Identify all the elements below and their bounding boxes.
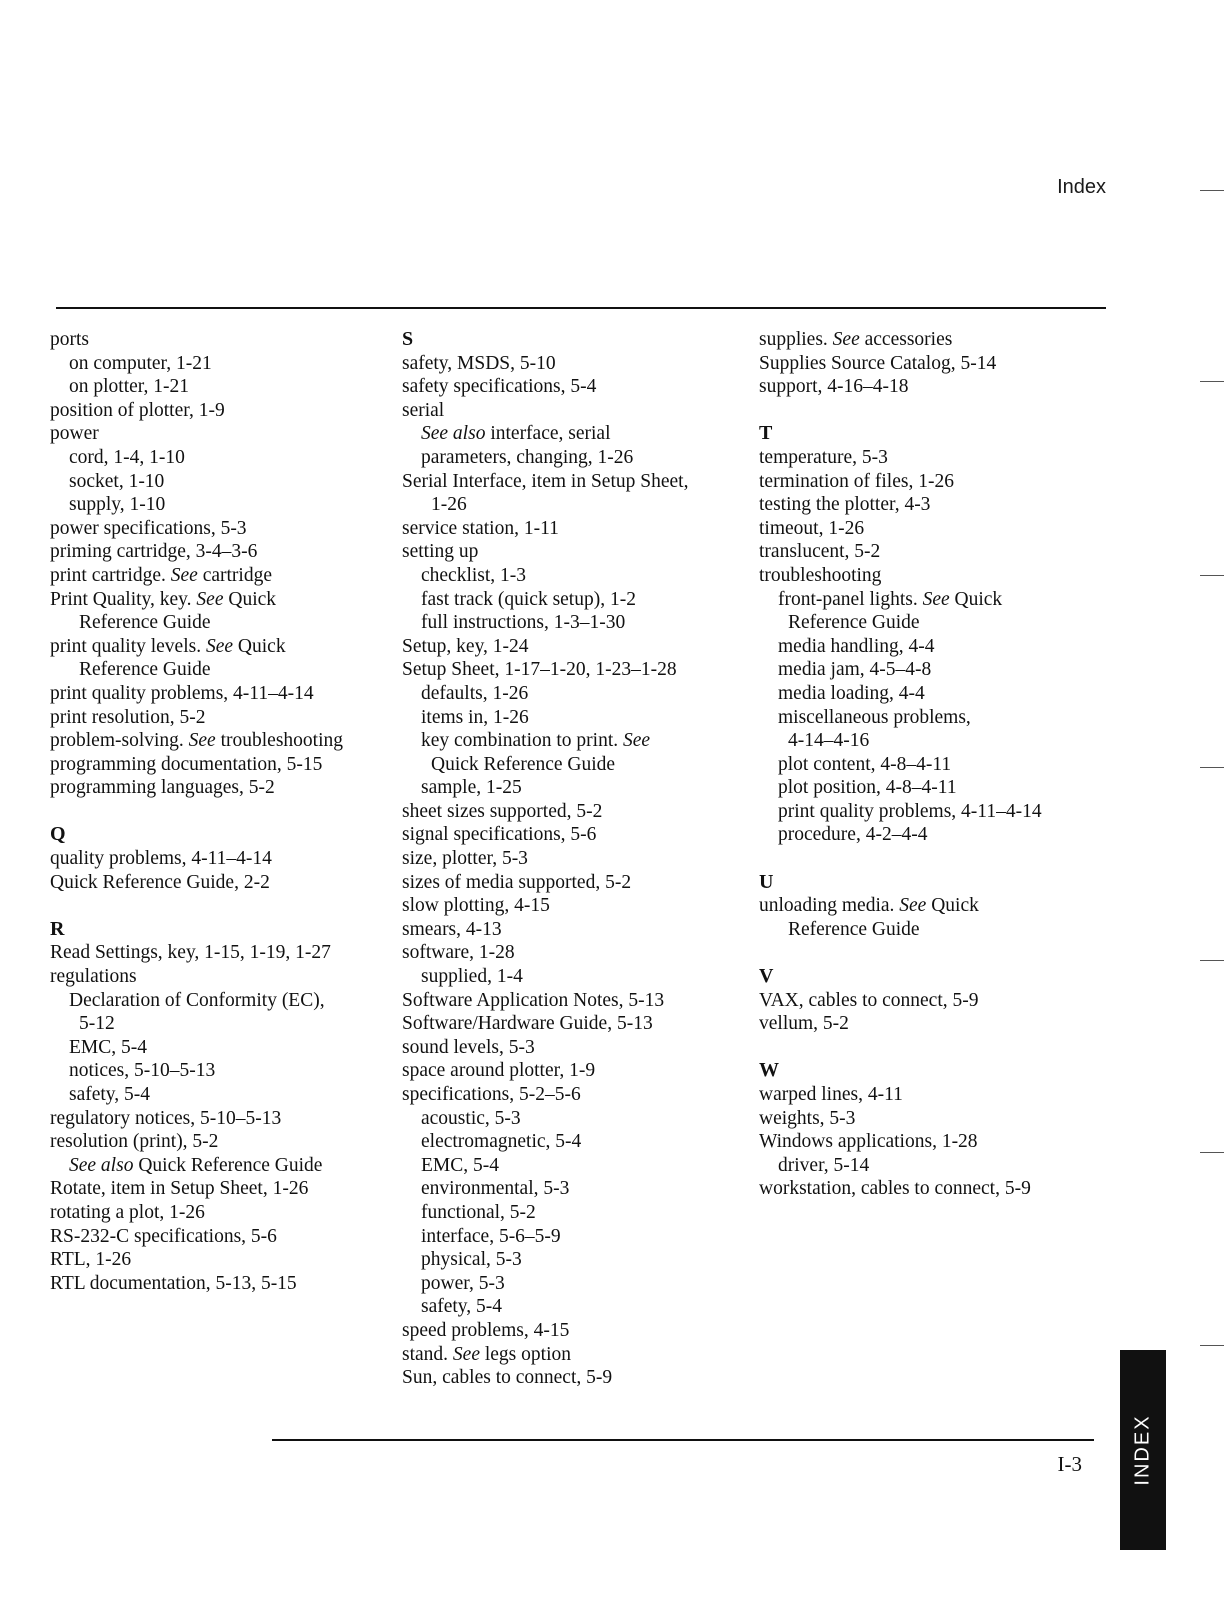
entry-text: Reference Guide bbox=[79, 612, 211, 634]
entry-text: cartridge bbox=[197, 564, 272, 586]
section-letter-heading bbox=[759, 1059, 1099, 1083]
entry-text: sizes of media supported, 5-2 bbox=[402, 871, 632, 893]
index-subentry bbox=[402, 1177, 742, 1201]
index-subentry bbox=[402, 729, 742, 753]
index-subentry bbox=[402, 1107, 742, 1131]
index-entry bbox=[402, 823, 742, 847]
entry-text: rotating a plot, 1-26 bbox=[50, 1201, 205, 1223]
entry-text: Rotate, item in Setup Sheet, 1-26 bbox=[50, 1178, 309, 1200]
entry-text: supply, 1-10 bbox=[69, 494, 166, 516]
index-subentry bbox=[402, 1130, 742, 1154]
entry-text: power, 5-3 bbox=[421, 1272, 505, 1294]
entry-text: miscellaneous problems, bbox=[778, 706, 971, 728]
entry-text: support, 4-16–4-18 bbox=[759, 376, 909, 398]
entry-text: Quick Reference Guide, 2-2 bbox=[50, 871, 270, 893]
entry-text: resolution (print), 5-2 bbox=[50, 1131, 219, 1153]
section-spacer bbox=[50, 894, 390, 918]
entry-text: slow plotting, 4-15 bbox=[402, 895, 550, 917]
index-entry bbox=[759, 1107, 1099, 1131]
index-entry bbox=[50, 1225, 390, 1249]
margin-tick bbox=[1200, 767, 1224, 768]
index-entry bbox=[402, 540, 742, 564]
entry-text: interface, serial bbox=[485, 423, 611, 445]
index-entry bbox=[50, 1201, 390, 1225]
entry-text: EMC, 5-4 bbox=[69, 1036, 147, 1058]
entry-text: items in, 1-26 bbox=[421, 706, 529, 728]
index-entry-continuation bbox=[759, 611, 1099, 635]
entry-text: troubleshooting bbox=[759, 564, 882, 586]
bottom-divider bbox=[272, 1439, 1094, 1441]
entry-text: problem-solving. bbox=[50, 730, 189, 752]
index-entry bbox=[402, 658, 742, 682]
index-entry bbox=[759, 328, 1099, 352]
entry-text: Reference Guide bbox=[788, 918, 920, 940]
index-entry bbox=[50, 706, 390, 730]
cross-reference-term: See bbox=[170, 564, 198, 586]
section-letter-heading bbox=[50, 918, 390, 942]
margin-tick bbox=[1200, 190, 1224, 191]
index-subentry bbox=[759, 753, 1099, 777]
index-subentry bbox=[50, 352, 390, 376]
entry-text: Quick bbox=[949, 588, 1003, 610]
index-subentry bbox=[50, 1154, 390, 1178]
index-entry bbox=[50, 422, 390, 446]
index-entry bbox=[402, 871, 742, 895]
entry-text: Reference Guide bbox=[79, 659, 211, 681]
index-entry bbox=[402, 470, 742, 494]
index-entry bbox=[50, 729, 390, 753]
running-header-title: Index bbox=[1057, 176, 1106, 198]
entry-text: Windows applications, 1-28 bbox=[759, 1131, 978, 1153]
entry-text: 4-14–4-16 bbox=[788, 730, 870, 752]
index-entry bbox=[402, 989, 742, 1013]
index-column-2 bbox=[402, 328, 742, 1390]
index-entry bbox=[759, 493, 1099, 517]
side-tab-label: INDEX bbox=[1131, 1414, 1154, 1486]
index-entry bbox=[759, 470, 1099, 494]
top-divider bbox=[56, 307, 1106, 309]
entry-text: on plotter, 1-21 bbox=[69, 376, 189, 398]
entry-text: supplied, 1-4 bbox=[421, 966, 523, 988]
index-subentry bbox=[402, 1154, 742, 1178]
index-entry bbox=[50, 1248, 390, 1272]
entry-text: vellum, 5-2 bbox=[759, 1013, 849, 1035]
entry-text: defaults, 1-26 bbox=[421, 682, 529, 704]
entry-text: 5-12 bbox=[79, 1013, 115, 1035]
index-entry bbox=[759, 989, 1099, 1013]
margin-tick bbox=[1200, 381, 1224, 382]
entry-text: fast track (quick setup), 1-2 bbox=[421, 588, 636, 610]
cross-reference-term: See bbox=[899, 895, 927, 917]
index-entry bbox=[759, 352, 1099, 376]
entry-text: safety, 5-4 bbox=[69, 1084, 151, 1105]
entry-text: front-panel lights. bbox=[778, 588, 923, 610]
margin-tick bbox=[1200, 960, 1224, 961]
entry-text: Setup Sheet, 1-17–1-20, 1-23–1-28 bbox=[402, 659, 677, 681]
index-subentry bbox=[402, 706, 742, 730]
entry-text: Software Application Notes, 5-13 bbox=[402, 989, 665, 1011]
index-entry bbox=[402, 1083, 742, 1107]
entry-text: Setup, key, 1-24 bbox=[402, 635, 529, 657]
cross-reference-term: See bbox=[205, 635, 234, 657]
entry-text: ports bbox=[50, 329, 89, 350]
section-spacer bbox=[759, 399, 1099, 423]
entry-text: on computer, 1-21 bbox=[69, 352, 212, 374]
entry-text: weights, 5-3 bbox=[759, 1107, 856, 1129]
entry-text: power bbox=[50, 423, 99, 445]
entry-text: signal specifications, 5-6 bbox=[402, 824, 597, 846]
index-subentry bbox=[402, 1225, 742, 1249]
entry-text: translucent, 5-2 bbox=[759, 541, 881, 563]
entry-text: driver, 5-14 bbox=[778, 1154, 870, 1176]
index-entry bbox=[759, 1012, 1099, 1036]
entry-text: print quality problems, 4-11–4-14 bbox=[50, 682, 314, 704]
entry-text: interface, 5-6–5-9 bbox=[421, 1225, 561, 1247]
entry-text: Quick bbox=[926, 895, 979, 917]
entry-text: service station, 1-11 bbox=[402, 517, 559, 539]
index-entry bbox=[50, 776, 390, 800]
entry-text: W bbox=[759, 1059, 779, 1082]
cross-reference-term: See bbox=[623, 730, 651, 752]
index-entry bbox=[402, 1036, 742, 1060]
entry-text: programming languages, 5-2 bbox=[50, 777, 275, 799]
index-entry bbox=[759, 517, 1099, 541]
section-spacer bbox=[759, 941, 1099, 965]
index-entry-continuation bbox=[759, 918, 1099, 942]
index-entry bbox=[402, 894, 742, 918]
index-entry bbox=[50, 517, 390, 541]
index-entry bbox=[50, 847, 390, 871]
index-entry bbox=[759, 564, 1099, 588]
index-subentry bbox=[759, 588, 1099, 612]
entry-text: R bbox=[50, 917, 65, 940]
entry-text: warped lines, 4-11 bbox=[759, 1084, 903, 1105]
entry-text: termination of files, 1-26 bbox=[759, 470, 954, 492]
entry-text: legs option bbox=[479, 1343, 571, 1365]
entry-text: print quality problems, 4-11–4-14 bbox=[778, 800, 1042, 822]
entry-text: physical, 5-3 bbox=[421, 1249, 522, 1271]
index-entry bbox=[402, 800, 742, 824]
index-entry bbox=[759, 1177, 1099, 1201]
entry-text: acoustic, 5-3 bbox=[421, 1107, 521, 1129]
index-column-3 bbox=[759, 328, 1099, 1201]
index-entry bbox=[402, 399, 742, 423]
entry-text: stand. bbox=[402, 1343, 453, 1365]
index-entry bbox=[50, 399, 390, 423]
page-number: I-3 bbox=[1057, 1452, 1082, 1476]
entry-text: troubleshooting bbox=[215, 730, 344, 752]
entry-text: EMC, 5-4 bbox=[421, 1154, 499, 1176]
entry-text: plot position, 4-8–4-11 bbox=[778, 777, 957, 799]
entry-text: safety, 5-4 bbox=[421, 1296, 503, 1318]
entry-text: Quick bbox=[233, 635, 286, 657]
entry-text: supplies. bbox=[759, 329, 833, 350]
entry-text: sheet sizes supported, 5-2 bbox=[402, 800, 603, 822]
index-entry bbox=[50, 682, 390, 706]
entry-text: media jam, 4-5–4-8 bbox=[778, 659, 932, 681]
index-entry bbox=[402, 375, 742, 399]
index-entry bbox=[402, 1012, 742, 1036]
index-subentry bbox=[759, 1154, 1099, 1178]
index-entry bbox=[50, 941, 390, 965]
index-subentry bbox=[759, 706, 1099, 730]
index-subentry bbox=[402, 611, 742, 635]
entry-text: RTL, 1-26 bbox=[50, 1249, 132, 1271]
index-entry bbox=[50, 1272, 390, 1296]
index-entry bbox=[402, 352, 742, 376]
index-subentry bbox=[402, 422, 742, 446]
index-entry bbox=[50, 1107, 390, 1131]
entry-text: environmental, 5-3 bbox=[421, 1178, 570, 1200]
index-entry bbox=[50, 540, 390, 564]
entry-text: smears, 4-13 bbox=[402, 918, 502, 940]
entry-text: cord, 1-4, 1-10 bbox=[69, 446, 185, 468]
index-entry-continuation bbox=[50, 611, 390, 635]
entry-text: sound levels, 5-3 bbox=[402, 1036, 535, 1058]
index-entry bbox=[759, 540, 1099, 564]
index-subentry bbox=[759, 776, 1099, 800]
index-subentry bbox=[402, 1272, 742, 1296]
index-entry bbox=[759, 446, 1099, 470]
entry-text: speed problems, 4-15 bbox=[402, 1319, 570, 1341]
entry-text: functional, 5-2 bbox=[421, 1201, 536, 1223]
entry-text: regulatory notices, 5-10–5-13 bbox=[50, 1107, 282, 1129]
index-subentry bbox=[50, 989, 390, 1013]
entry-text: serial bbox=[402, 399, 445, 421]
entry-text: priming cartridge, 3-4–3-6 bbox=[50, 541, 258, 563]
entry-text: print resolution, 5-2 bbox=[50, 706, 206, 728]
entry-text: print quality levels. bbox=[50, 635, 206, 657]
index-entry bbox=[50, 588, 390, 612]
entry-text: power specifications, 5-3 bbox=[50, 517, 247, 539]
index-subentry bbox=[50, 375, 390, 399]
entry-text: key combination to print. bbox=[421, 730, 624, 752]
index-subentry bbox=[50, 470, 390, 494]
cross-reference-term: See also bbox=[421, 423, 486, 445]
entry-text: procedure, 4-2–4-4 bbox=[778, 824, 928, 846]
cross-reference-term: See bbox=[452, 1343, 480, 1365]
index-subentry bbox=[402, 446, 742, 470]
index-subentry bbox=[402, 588, 742, 612]
entry-text: RS-232-C specifications, 5-6 bbox=[50, 1225, 277, 1247]
entry-text: position of plotter, 1-9 bbox=[50, 399, 225, 421]
entry-text: Sun, cables to connect, 5-9 bbox=[402, 1367, 613, 1389]
index-subentry bbox=[759, 658, 1099, 682]
index-subentry bbox=[402, 965, 742, 989]
index-subentry bbox=[50, 1083, 390, 1107]
entry-text: specifications, 5-2–5-6 bbox=[402, 1084, 581, 1105]
entry-text: software, 1-28 bbox=[402, 942, 515, 964]
index-entry bbox=[402, 1059, 742, 1083]
entry-text: programming documentation, 5-15 bbox=[50, 753, 323, 775]
index-subentry bbox=[402, 1201, 742, 1225]
margin-tick bbox=[1200, 1345, 1224, 1346]
section-letter-heading bbox=[759, 422, 1099, 446]
index-subentry bbox=[402, 564, 742, 588]
index-entry bbox=[50, 564, 390, 588]
entry-text: workstation, cables to connect, 5-9 bbox=[759, 1178, 1031, 1200]
entry-text: T bbox=[759, 422, 773, 445]
section-spacer bbox=[759, 847, 1099, 871]
index-entry bbox=[50, 965, 390, 989]
index-subentry bbox=[50, 446, 390, 470]
index-entry bbox=[50, 328, 390, 352]
index-entry bbox=[402, 1319, 742, 1343]
entry-text: size, plotter, 5-3 bbox=[402, 848, 528, 870]
index-entry bbox=[50, 1130, 390, 1154]
index-entry bbox=[402, 635, 742, 659]
index-entry bbox=[50, 871, 390, 895]
index-entry bbox=[50, 753, 390, 777]
index-entry bbox=[402, 1343, 742, 1367]
section-spacer bbox=[50, 800, 390, 824]
entry-text: safety, MSDS, 5-10 bbox=[402, 352, 556, 374]
section-spacer bbox=[759, 1036, 1099, 1060]
entry-text: testing the plotter, 4-3 bbox=[759, 494, 931, 516]
entry-text: checklist, 1-3 bbox=[421, 564, 527, 586]
index-entry bbox=[402, 847, 742, 871]
index-subentry bbox=[402, 1295, 742, 1319]
entry-text: socket, 1-10 bbox=[69, 470, 165, 492]
cross-reference-term: See bbox=[196, 588, 224, 610]
index-subentry bbox=[402, 776, 742, 800]
entry-text: unloading media. bbox=[759, 895, 900, 917]
entry-text: plot content, 4-8–4-11 bbox=[778, 753, 952, 775]
entry-text: Read Settings, key, 1-15, 1-19, 1-27 bbox=[50, 942, 331, 964]
entry-text: media handling, 4-4 bbox=[778, 635, 935, 657]
index-entry bbox=[402, 517, 742, 541]
entry-text: V bbox=[759, 965, 774, 988]
section-letter-heading bbox=[50, 823, 390, 847]
entry-text: electromagnetic, 5-4 bbox=[421, 1131, 582, 1153]
cross-reference-term: See also bbox=[69, 1154, 134, 1176]
entry-text: Quick bbox=[223, 588, 277, 610]
entry-text: timeout, 1-26 bbox=[759, 517, 865, 539]
entry-text: full instructions, 1-3–1-30 bbox=[421, 612, 626, 634]
entry-text: Print Quality, key. bbox=[50, 588, 197, 610]
index-entry bbox=[50, 1177, 390, 1201]
index-subentry bbox=[759, 823, 1099, 847]
margin-tick bbox=[1200, 1152, 1224, 1153]
index-subentry bbox=[759, 800, 1099, 824]
index-entry-continuation bbox=[50, 658, 390, 682]
cross-reference-term: See bbox=[832, 329, 860, 350]
entry-text: S bbox=[402, 328, 414, 350]
entry-text: Quick Reference Guide bbox=[133, 1154, 323, 1176]
index-entry bbox=[759, 1083, 1099, 1107]
entry-text: space around plotter, 1-9 bbox=[402, 1060, 596, 1082]
index-entry bbox=[50, 635, 390, 659]
cross-reference-term: See bbox=[922, 588, 950, 610]
entry-text: notices, 5-10–5-13 bbox=[69, 1060, 216, 1082]
index-entry bbox=[759, 894, 1099, 918]
index-entry-continuation bbox=[50, 1012, 390, 1036]
index-entry-continuation bbox=[402, 753, 742, 777]
index-entry-continuation bbox=[759, 729, 1099, 753]
entry-text: parameters, changing, 1-26 bbox=[421, 446, 634, 468]
entry-text: setting up bbox=[402, 541, 479, 563]
entry-text: Reference Guide bbox=[788, 612, 920, 634]
entry-text: 1-26 bbox=[431, 494, 467, 516]
margin-tick bbox=[1200, 575, 1224, 576]
index-entry bbox=[402, 918, 742, 942]
section-letter-heading bbox=[759, 871, 1099, 895]
entry-text: regulations bbox=[50, 966, 137, 988]
section-letter-heading bbox=[402, 328, 742, 352]
index-column-1 bbox=[50, 328, 390, 1295]
index-subentry bbox=[50, 493, 390, 517]
entry-text: RTL documentation, 5-13, 5-15 bbox=[50, 1272, 297, 1294]
index-subentry bbox=[402, 682, 742, 706]
index-entry bbox=[759, 1130, 1099, 1154]
index-entry-continuation bbox=[402, 493, 742, 517]
index-entry bbox=[759, 375, 1099, 399]
entry-text: Declaration of Conformity (EC), bbox=[69, 989, 325, 1011]
index-entry bbox=[402, 941, 742, 965]
entry-text: quality problems, 4-11–4-14 bbox=[50, 848, 272, 870]
entry-text: sample, 1-25 bbox=[421, 777, 522, 799]
entry-text: Q bbox=[50, 823, 66, 846]
cross-reference-term: See bbox=[188, 730, 216, 752]
entry-text: print cartridge. bbox=[50, 564, 171, 586]
entry-text: safety specifications, 5-4 bbox=[402, 376, 597, 398]
index-subentry bbox=[50, 1059, 390, 1083]
index-subentry bbox=[402, 1248, 742, 1272]
index-side-tab bbox=[1120, 1350, 1166, 1550]
section-letter-heading bbox=[759, 965, 1099, 989]
entry-text: VAX, cables to connect, 5-9 bbox=[759, 989, 979, 1011]
entry-text: Supplies Source Catalog, 5-14 bbox=[759, 352, 997, 374]
entry-text: U bbox=[759, 870, 774, 893]
entry-text: temperature, 5-3 bbox=[759, 446, 888, 468]
entry-text: accessories bbox=[859, 329, 953, 350]
index-subentry bbox=[759, 682, 1099, 706]
entry-text: Quick Reference Guide bbox=[431, 753, 616, 775]
index-entry bbox=[402, 1366, 742, 1390]
index-subentry bbox=[50, 1036, 390, 1060]
entry-text: media loading, 4-4 bbox=[778, 682, 925, 704]
entry-text: Serial Interface, item in Setup Sheet, bbox=[402, 470, 689, 492]
entry-text: Software/Hardware Guide, 5-13 bbox=[402, 1013, 653, 1035]
index-subentry bbox=[759, 635, 1099, 659]
